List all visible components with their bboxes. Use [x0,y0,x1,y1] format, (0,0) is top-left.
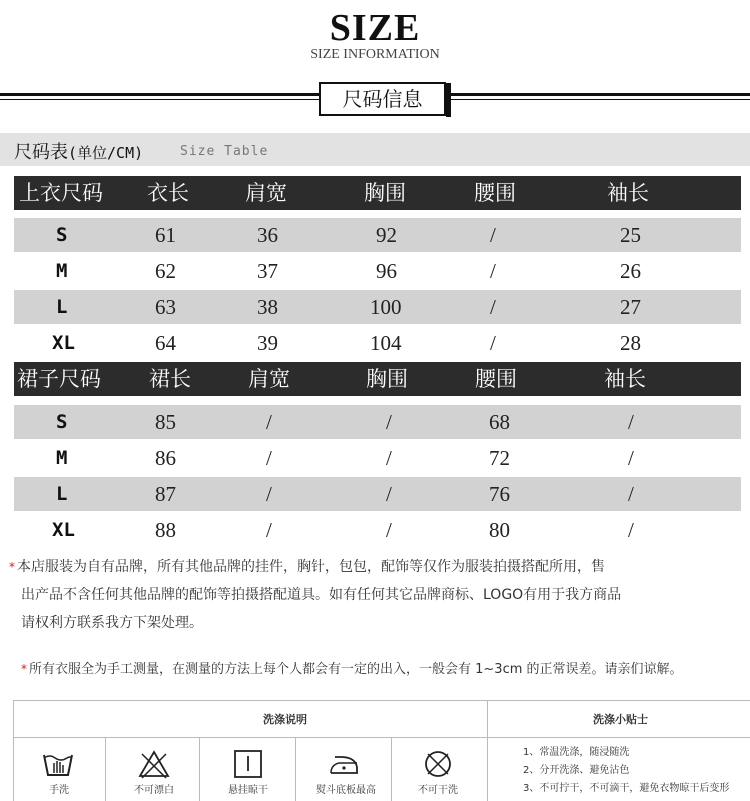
care-divider [487,701,488,801]
care-border-left [13,701,14,801]
header-cell: 裙长 [149,367,191,391]
header-cell: 衣长 [147,181,189,205]
header-cell: 袖长 [604,367,646,391]
table-row [14,441,741,475]
value-cell: / [386,482,392,506]
value-cell: 28 [620,331,641,355]
banner-title: 尺码信息 [319,82,446,116]
size-cell: L [56,296,68,318]
top-table-header [14,176,741,210]
brand-notice-line-3: 请权利方联系我方下架处理。 [21,615,203,631]
value-cell: 86 [155,446,176,470]
skirt-table-header [14,362,741,396]
title: SIZE [329,7,421,49]
care-section [13,700,750,801]
value-cell: 88 [155,518,176,542]
section-label [14,138,143,164]
value-cell: 37 [257,259,278,283]
value-cell: 87 [155,482,176,506]
hand-wash-icon [41,749,75,779]
brand-notice-text-1: 本店服装为自有品牌，所有其他品牌的挂件，胸针，包包，配饰等仅作为服装拍摄搭配所用，售 [17,559,605,575]
tips-title: 洗涤小贴士 [593,713,648,726]
table-row [14,513,741,547]
value-cell: / [266,446,272,470]
section-label-cn: 尺码表 [14,142,68,163]
value-cell: / [266,482,272,506]
brand-notice-line-2: 出产品不含任何其他品牌的配饰等拍摄搭配道具。如有任何其它品牌商标、LOGO有用于我方商品 [21,587,622,603]
iron-icon [327,749,361,779]
wash-tip: 2、分开洗涤、避免沾色 [523,765,630,776]
star-icon: * [21,662,27,676]
table-row [14,477,741,511]
header-cell: 肩宽 [248,367,290,391]
size-cell: M [56,447,68,469]
value-cell: 38 [257,295,278,319]
header-cell: 腰围 [475,367,517,391]
care-label: 手洗 [49,785,69,796]
header-cell: 袖长 [607,181,649,205]
subtitle: SIZE INFORMATION [310,47,440,62]
value-cell: / [490,223,496,247]
value-cell: 25 [620,223,641,247]
table-row [14,405,741,439]
wash-title: 洗涤说明 [263,713,307,726]
brand-notice [9,553,744,637]
header-cell: 上衣尺码 [19,181,103,205]
value-cell: / [628,518,634,542]
value-cell: / [628,446,634,470]
header-cell: 胸围 [366,367,408,391]
care-label: 悬挂晾干 [228,785,268,796]
value-cell: / [490,295,496,319]
header-cell: 胸围 [364,181,406,205]
size-cell: XL [52,519,75,541]
value-cell: 27 [620,295,641,319]
care-cell-divider [295,737,296,801]
star-icon: * [9,560,15,574]
value-cell: / [386,518,392,542]
value-cell: 72 [489,446,510,470]
care-label: 熨斗底板最高 [316,785,376,796]
header-cell: 裙子尺码 [17,367,101,391]
value-cell: 104 [370,331,402,355]
table-row [14,254,741,288]
no-bleach-icon [137,749,171,779]
care-cell-divider [391,737,392,801]
section-label-unit: (单位/CM) [68,144,144,162]
value-cell: 68 [489,410,510,434]
value-cell: 36 [257,223,278,247]
wash-tips-list [523,744,729,798]
wash-tip: 3、不可拧干，不可滴干，避免衣物晾干后变形 [523,783,730,794]
care-cell-divider [199,737,200,801]
value-cell: / [628,482,634,506]
value-cell: 61 [155,223,176,247]
measure-notice-text: 所有衣服全为手工测量，在测量的方法上每个人都会有一定的出入，一般会有 1~3cm 的正常误差。请亲们谅解。 [29,662,683,677]
care-label: 不可漂白 [134,785,174,796]
value-cell: / [386,410,392,434]
care-header-line [13,737,750,738]
hang-dry-icon [231,749,265,779]
value-cell: 63 [155,295,176,319]
value-cell: 80 [489,518,510,542]
size-cell: S [56,411,68,433]
table-row [14,290,741,324]
value-cell: 100 [370,295,402,319]
size-cell: XL [52,332,75,354]
value-cell: 96 [376,259,397,283]
table-row [14,218,741,252]
care-label: 不可干洗 [418,785,458,796]
value-cell: 92 [376,223,397,247]
size-cell: S [56,224,68,246]
table-row [14,326,741,360]
value-cell: / [386,446,392,470]
value-cell: 26 [620,259,641,283]
header-cell: 肩宽 [245,181,287,205]
value-cell: 76 [489,482,510,506]
value-cell: 62 [155,259,176,283]
value-cell: / [266,410,272,434]
value-cell: / [628,410,634,434]
header-cell: 腰围 [474,181,516,205]
value-cell: 39 [257,331,278,355]
no-dry-clean-icon [421,749,455,779]
measure-notice [9,655,744,684]
value-cell: / [490,259,496,283]
value-cell: 85 [155,410,176,434]
care-cell-divider [105,737,106,801]
size-cell: M [56,260,68,282]
size-cell: L [56,483,68,505]
section-label-en: Size Table [180,144,269,159]
value-cell: / [266,518,272,542]
value-cell: / [490,331,496,355]
wash-tip: 1、常温洗涤，随浸随洗 [523,747,630,758]
brand-notice-line-1 [9,553,744,581]
section-bar [0,133,750,166]
value-cell: 64 [155,331,176,355]
